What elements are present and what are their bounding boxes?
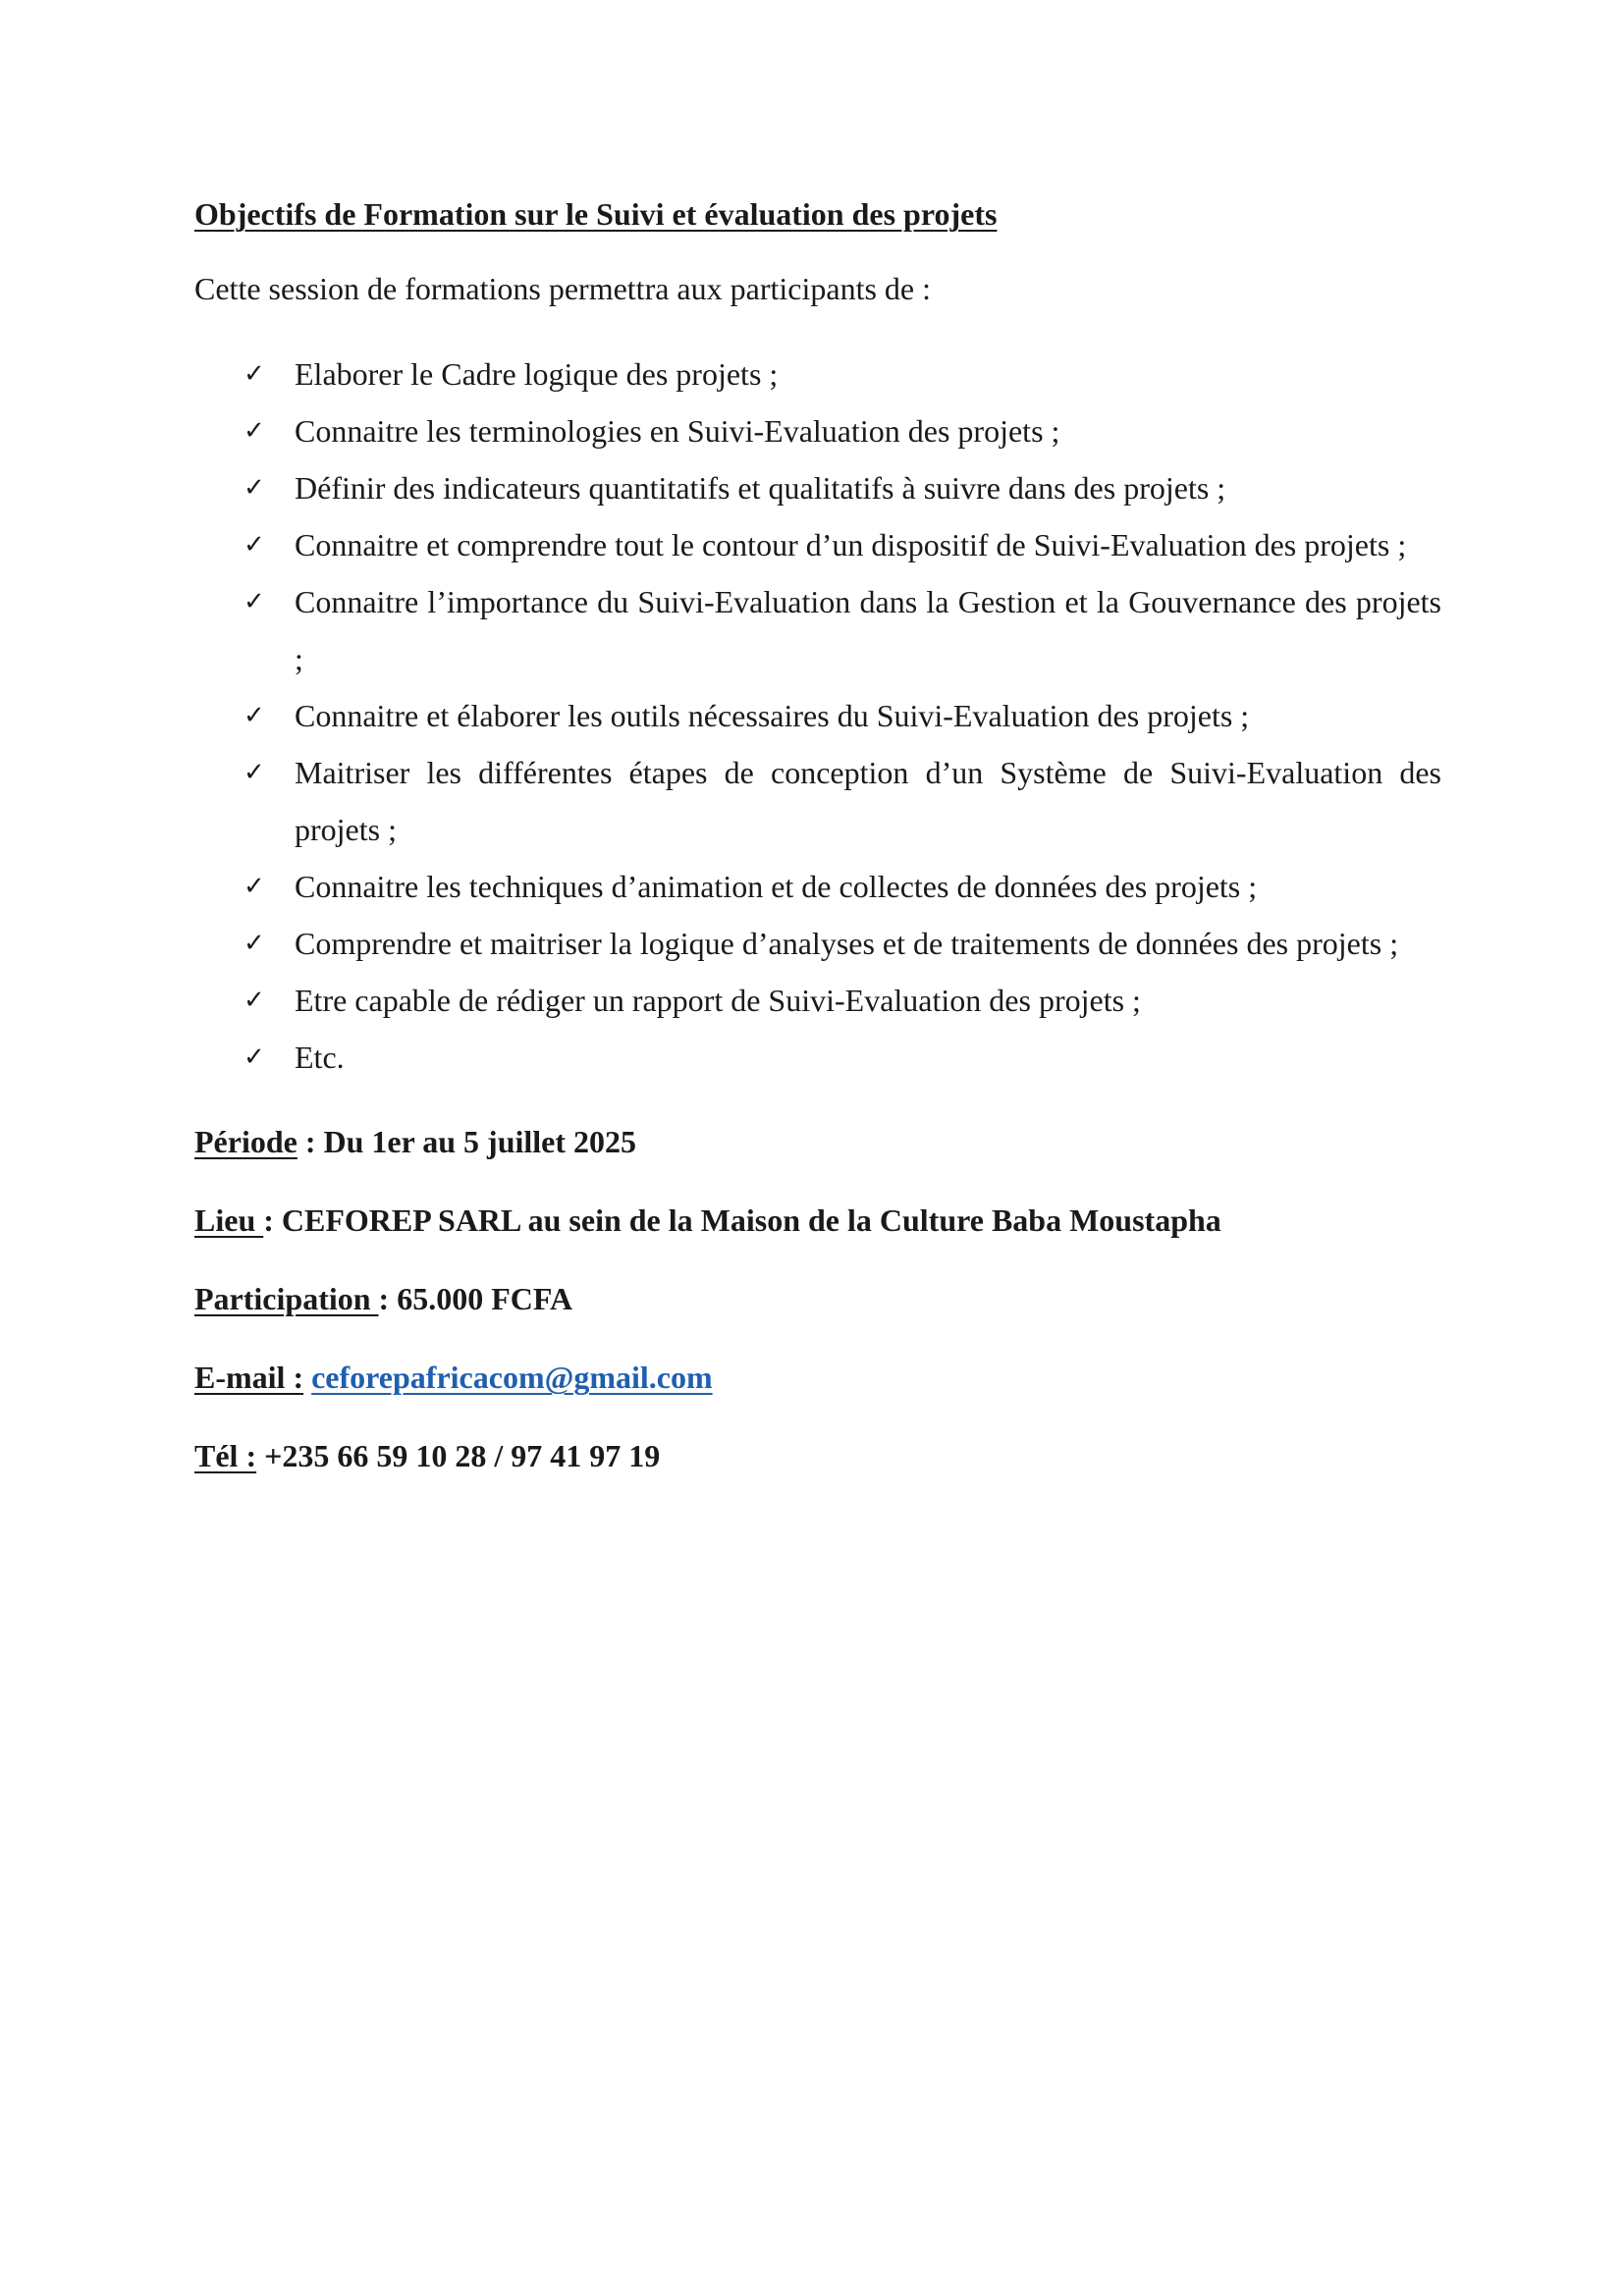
participation-line <box>194 1277 1441 1321</box>
lieu-label: Lieu <box>194 1202 264 1238</box>
email-line <box>194 1356 1441 1400</box>
checkmark-icon: ✓ <box>244 701 265 730</box>
lieu-value: CEFOREP SARL au sein de la Maison de la Culture Baba Moustapha <box>281 1202 1221 1238</box>
lieu-line <box>194 1199 1441 1243</box>
checkmark-icon: ✓ <box>244 872 265 901</box>
email-label: E-mail : <box>194 1360 304 1395</box>
tel-label: Tél : <box>194 1438 257 1473</box>
participation-label: Participation <box>194 1281 379 1316</box>
checkmark-icon: ✓ <box>244 1042 265 1072</box>
objective-text: Comprendre et maitriser la logique d’analyses et de traitements de données des projets ; <box>295 926 1399 961</box>
participation-value: 65.000 FCFA <box>397 1281 573 1316</box>
list-item <box>194 915 1441 972</box>
objective-text: Connaitre et élaborer les outils nécessaires du Suivi-Evaluation des projets ; <box>295 698 1250 733</box>
list-item <box>194 402 1441 459</box>
checkmark-icon: ✓ <box>244 929 265 958</box>
objective-text: Connaitre les terminologies en Suivi-Evaluation des projets ; <box>295 413 1060 449</box>
tel-value: +235 66 59 10 28 / 97 41 97 19 <box>264 1438 661 1473</box>
list-item <box>194 744 1441 858</box>
list-item <box>194 687 1441 744</box>
list-item <box>194 516 1441 573</box>
checkmark-icon: ✓ <box>244 416 265 446</box>
list-item <box>194 573 1441 687</box>
checkmark-icon: ✓ <box>244 986 265 1015</box>
checkmark-icon: ✓ <box>244 359 265 389</box>
participation-separator: : <box>378 1281 398 1316</box>
periode-label: Période <box>194 1124 298 1159</box>
objective-text: Maitriser les différentes étapes de conception d’un Système de Suivi-Evaluation des projets ; <box>295 755 1441 847</box>
document-title: Objectifs de Formation sur le Suivi et évaluation des projets <box>194 196 998 232</box>
objectives-list <box>194 346 1441 1086</box>
lieu-separator: : <box>263 1202 282 1238</box>
list-item <box>194 858 1441 915</box>
objective-text: Etc. <box>295 1040 345 1075</box>
objective-text: Connaitre et comprendre tout le contour d’un dispositif de Suivi-Evaluation des projets ; <box>295 527 1407 562</box>
list-item <box>194 346 1441 402</box>
document-page <box>194 192 1441 1478</box>
tel-separator <box>256 1438 264 1473</box>
email-separator <box>303 1360 311 1395</box>
objective-text: Connaitre l’importance du Suivi-Evaluation dans la Gestion et la Gouvernance des projets ; <box>295 584 1441 676</box>
list-item <box>194 972 1441 1029</box>
email-link[interactable]: ceforepafricacom@gmail.com <box>311 1360 713 1395</box>
objective-text: Connaitre les techniques d’animation et de collectes de données des projets ; <box>295 869 1258 904</box>
intro-text: Cette session de formations permettra aux participants de : <box>194 271 931 306</box>
objective-text: Etre capable de rédiger un rapport de Suivi-Evaluation des projets ; <box>295 983 1141 1018</box>
objective-text: Définir des indicateurs quantitatifs et qualitatifs à suivre dans des projets ; <box>295 470 1226 506</box>
checkmark-icon: ✓ <box>244 758 265 787</box>
list-item <box>194 459 1441 516</box>
periode-value: Du 1er au 5 juillet 2025 <box>323 1124 637 1159</box>
periode-separator: : <box>297 1124 324 1159</box>
checkmark-icon: ✓ <box>244 530 265 560</box>
objective-text: Elaborer le Cadre logique des projets ; <box>295 356 779 392</box>
periode-line <box>194 1120 1441 1164</box>
checkmark-icon: ✓ <box>244 587 265 616</box>
list-item <box>194 1029 1441 1086</box>
checkmark-icon: ✓ <box>244 473 265 503</box>
tel-line <box>194 1434 1441 1478</box>
